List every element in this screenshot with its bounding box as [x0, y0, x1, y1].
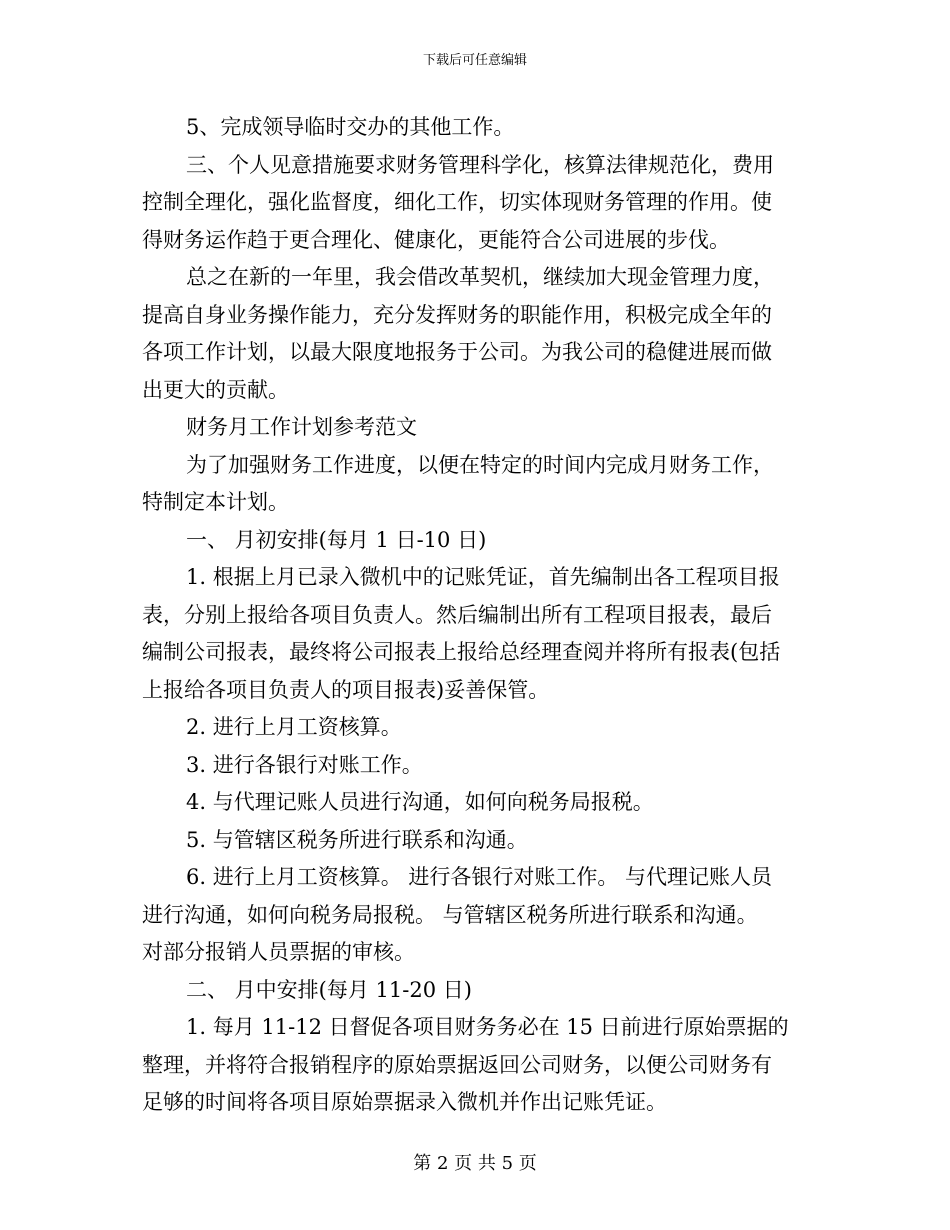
- page-footer: 第 2 页 共 5 页: [413, 1153, 537, 1174]
- text-line: 足够的时间将各项目原始票据录入微机并作出记账凭证。: [142, 1090, 667, 1114]
- document-body: [142, 109, 814, 1122]
- text-line: 各项工作计划，以最大限度地报务于公司。为我公司的稳健进展而做: [142, 340, 772, 364]
- text-line: 编制公司报表，最终将公司报表上报给总经理查阅并将所有报表(包括: [142, 640, 781, 664]
- list-item: 4. 与代理记账人员进行沟通，如何向税务局报税。: [186, 790, 654, 814]
- text-line: 进行沟通，如何向税务局报税。 与管辖区税务所进行联系和沟通。: [142, 902, 758, 927]
- text-line: 特制定本计划。: [142, 490, 289, 514]
- text-line: 出更大的贡献。: [142, 377, 289, 402]
- list-item: 2. 进行上月工资核算。: [186, 715, 402, 739]
- list-item: 3. 进行各银行对账工作。: [186, 752, 423, 777]
- text-line: 整理，并将符合报销程序的原始票据返回公司财务，以便公司财务有: [142, 1052, 772, 1077]
- text-line: 对部分报销人员票据的审核。: [142, 940, 415, 964]
- text-line: 上报给各项目负责人的项目报表)妥善保管。: [142, 677, 550, 702]
- text-line: 提高自身业务操作能力，充分发挥财务的职能作用，积极完成全年的: [142, 302, 772, 327]
- text-line: 5、完成领导临时交办的其他工作。: [186, 115, 515, 139]
- text-line: 表，分别上报给各项目负责人。然后编制出所有工程项目报表，最后: [142, 602, 772, 627]
- list-item: 6. 进行上月工资核算。 进行各银行对账工作。 与代理记账人员: [186, 865, 773, 889]
- list-item: 5. 与管辖区税务所进行联系和沟通。: [186, 827, 528, 852]
- section-heading: 二、 月中安排(每月 11-20 日): [186, 977, 472, 1002]
- section-heading: 一、 月初安排(每月 1 日-10 日): [186, 527, 487, 552]
- text-line: 1. 根据上月已录入微机中的记账凭证，首先编制出各工程项目报: [186, 565, 780, 589]
- text-line: 控制全理化，强化监督度，细化工作，切实体现财务管理的作用。使: [142, 190, 772, 214]
- text-line: 为了加强财务工作进度，以便在特定的时间内完成月财务工作，: [186, 452, 774, 477]
- page-header: 下载后可任意编辑: [422, 53, 527, 68]
- section-title: 财务月工作计划参考范文: [186, 415, 417, 439]
- text-line: 三、个人见意措施要求财务管理科学化，核算法律规范化，费用: [186, 152, 774, 177]
- text-line: 得财务运作趋于更合理化、健康化，更能符合公司进展的步伐。: [142, 227, 730, 252]
- text-line: 总之在新的一年里，我会借改革契机，继续加大现金管理力度，: [186, 265, 774, 289]
- text-line: 1. 每月 11-12 日督促各项目财务务必在 15 日前进行原始票据的: [186, 1015, 789, 1039]
